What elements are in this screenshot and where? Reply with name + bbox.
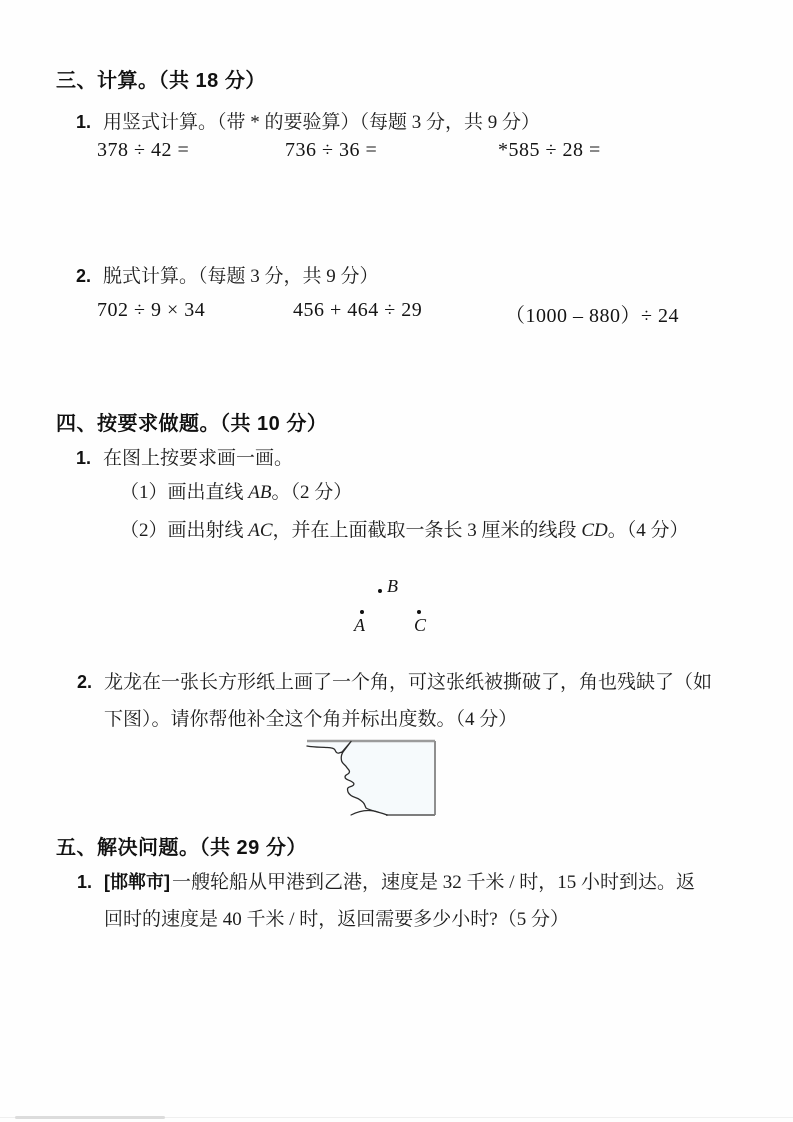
section3-q1-text: 用竖式计算。（带 * 的要验算）（每题 3 分，共 9 分） xyxy=(103,112,541,133)
section3-q2-label xyxy=(76,261,379,288)
section4-q2-text1: 龙龙在一张长方形纸上画了一个角，可这张纸被撕破了，角也残缺了（如 xyxy=(104,672,713,693)
sub2-math-AC: AC xyxy=(248,520,273,541)
point-dot-b xyxy=(378,589,382,593)
section5-q1-line1 xyxy=(77,867,695,894)
section4-q1-sub1 xyxy=(120,477,352,504)
point-dot-a xyxy=(360,610,364,614)
sub2-math-CD: CD xyxy=(581,520,608,541)
section4-q1-sub2 xyxy=(120,515,688,542)
section4-heading: 四、按要求做题。（共 10 分） xyxy=(56,413,328,435)
section4-q1-text: 在图上按要求画一画。 xyxy=(103,448,294,469)
torn-paper-figure xyxy=(301,738,441,820)
sub2-mid: ，并在上面截取一条长 3 厘米的线段 xyxy=(272,520,582,541)
offform-problem-3: （1000 – 880）÷ 24 xyxy=(505,305,679,327)
section4-q2-line1 xyxy=(77,667,712,694)
section4-q1-number: 1. xyxy=(76,448,92,468)
section4-q2-number: 2. xyxy=(77,672,93,692)
section3-q1-label xyxy=(76,107,540,134)
sub1-pre: （1）画出直线 xyxy=(120,482,249,503)
section3-q2-number: 2. xyxy=(76,266,92,286)
section3-heading: 三、计算。（共 18 分） xyxy=(56,70,266,92)
section3-q1-number: 1. xyxy=(76,112,92,132)
offform-problem-2: 456 + 464 ÷ 29 xyxy=(293,299,423,321)
section3-q2-text: 脱式计算。（每题 3 分，共 9 分） xyxy=(103,266,379,287)
vertical-problem-1: 378 ÷ 42 = xyxy=(97,139,190,161)
point-label-c: C xyxy=(414,615,427,635)
section5-q1-number: 1. xyxy=(77,872,93,892)
sub1-math-AB: AB xyxy=(248,482,272,503)
section5-q1-line2: 回时的速度是 40 千米 / 时，返回需要多少小时?（5 分） xyxy=(104,909,569,930)
scan-edge-smudge xyxy=(15,1116,165,1119)
sub2-post: 。（4 分） xyxy=(607,520,689,541)
section4-q2-line2: 下图）。请你帮他补全这个角并标出度数。（4 分） xyxy=(104,709,518,730)
section5-q1-city-tag: [邯郸市] xyxy=(104,872,171,892)
sub2-pre: （2）画出射线 xyxy=(120,520,249,541)
section5-heading: 五、解决问题。（共 29 分） xyxy=(56,837,307,859)
sub1-post: 。（2 分） xyxy=(271,482,353,503)
vertical-problem-3: *585 ÷ 28 = xyxy=(498,139,601,161)
point-dot-c xyxy=(417,610,421,614)
section5-q1-text1: 一艘轮船从甲港到乙港，速度是 32 千米 / 时，15 小时到达。返 xyxy=(172,872,696,893)
torn-paper-svg xyxy=(301,738,441,820)
vertical-problem-2: 736 ÷ 36 = xyxy=(285,139,378,161)
point-label-a: A xyxy=(354,615,365,635)
section4-q1-label xyxy=(76,443,293,470)
offform-problem-1: 702 ÷ 9 × 34 xyxy=(97,299,206,321)
point-label-b: B xyxy=(387,576,398,596)
